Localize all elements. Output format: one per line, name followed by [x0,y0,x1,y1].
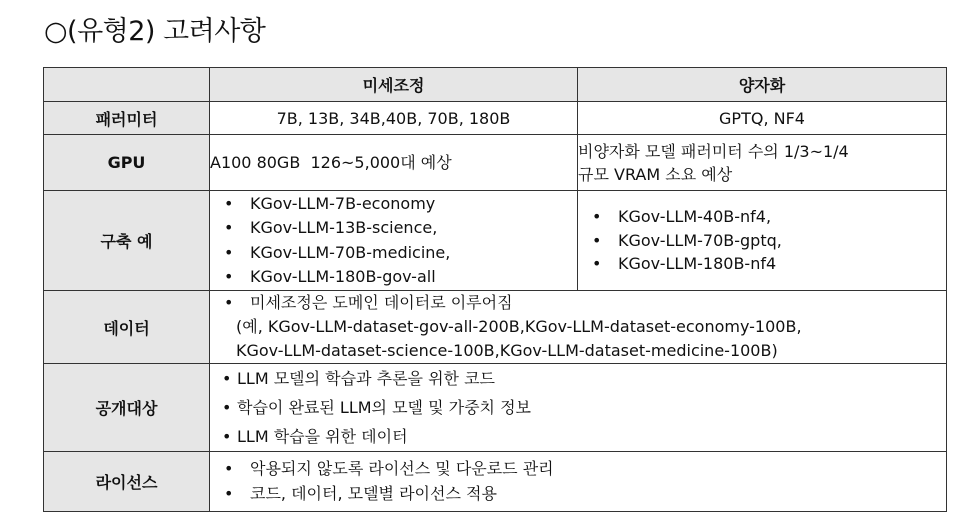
table-row [44,364,947,452]
page-title: ○(유형2) 고려사항 [44,16,266,47]
list-item: • KGov-LLM-40B-nf4, [578,205,946,229]
data-line: • 미세조정은 도메인 데이터로 이루어짐 [224,291,946,315]
list-item: • LLM 학습을 위한 데이터 [210,422,946,451]
cell-data-description [210,291,947,364]
cell-finetune-examples [210,191,578,291]
list-item: • KGov-LLM-70B-gptq, [578,229,946,253]
cell-quant-gpu [578,135,947,191]
row-label: 데이터 [44,291,210,364]
release-target-list [210,364,946,451]
quant-example-list [578,205,946,276]
cell-quant-params: GPTQ, NF4 [578,102,947,135]
list-item: • LLM 모델의 학습과 추론을 위한 코드 [210,364,946,393]
cell-license [210,452,947,512]
list-item: • 코드, 데이터, 모델별 라이선스 적용 [210,482,946,507]
row-label: 공개대상 [44,364,210,452]
table-row [44,135,947,191]
finetune-example-list [210,192,577,290]
list-item: • 악용되지 않도록 라이선스 및 다운로드 관리 [210,457,946,482]
table-row [44,291,947,364]
table-row [44,191,947,291]
data-line: (예, KGov-LLM-dataset-gov-all-200B,KGov-LLM-dataset-economy-100B, [236,317,802,336]
license-list [210,457,946,506]
cell-quant-examples [578,191,947,291]
list-item: • KGov-LLM-70B-medicine, [210,241,577,266]
list-item: • KGov-LLM-180B-nf4 [578,252,946,276]
table-header-row [44,68,947,102]
cell-finetune-params: 7B, 13B, 34B,40B, 70B, 180B [210,102,578,135]
header-corner [44,68,210,102]
cell-finetune-gpu [210,135,578,191]
data-description [210,291,946,363]
quant-gpu-line: 비양자화 모델 패러미터 수의 1/3~1/4 [578,141,849,161]
data-line: KGov-LLM-dataset-science-100B,KGov-LLM-dataset-medicine-100B) [236,341,778,360]
row-label: 패러미터 [44,102,210,135]
row-label: 라이선스 [44,452,210,512]
finetune-gpu-text: A100 80GB 126~5,000대 예상 [210,153,452,172]
list-item: • KGov-LLM-13B-science, [210,216,577,241]
spec-table [43,67,947,512]
list-item: • KGov-LLM-180B-gov-all [210,265,577,290]
row-label: GPU [44,135,210,191]
list-item: • 학습이 완료된 LLM의 모델 및 가중치 정보 [210,393,946,422]
table-row [44,452,947,512]
row-label: 구축 예 [44,191,210,291]
list-item: • KGov-LLM-7B-economy [210,192,577,217]
header-finetune: 미세조정 [210,68,578,102]
quant-gpu-line: 규모 VRAM 소요 예상 [578,164,733,184]
cell-release-targets [210,364,947,452]
table-row [44,102,947,135]
header-quantization: 양자화 [578,68,947,102]
